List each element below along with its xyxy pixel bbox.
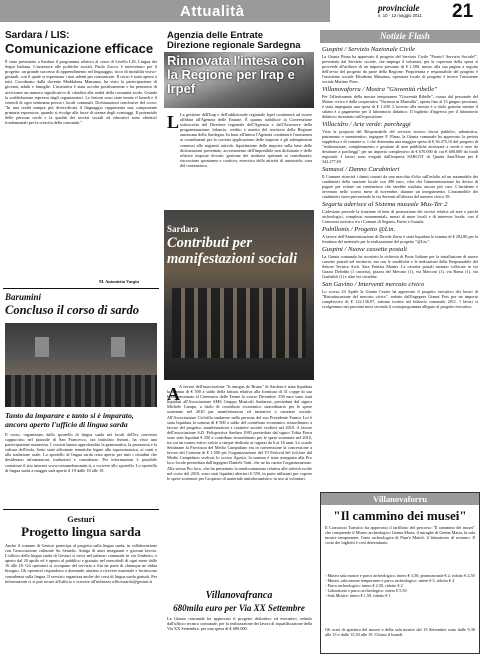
article-signature: M. Antonietta Vargiu	[99, 279, 139, 284]
article-photo	[5, 323, 157, 407]
news-flash-body: Il Comune risarcirà i danni causati da una macchia d'olio sull'asfalto ad un automobile dei carabinieri della stazione locale con 490 euro, cifra che l'amministrazione ha deciso di pagare per evitare un contenzioso che sarebbe risultato ancora più caro. L'incidente è avvenuto nello scorso mese di novembre, durante un inseguimento. L'automobile dei carabinieri stava percorrendo la via Serrenti all'altezza del numero civico 58.	[322, 174, 478, 199]
article-subtitle: Tanto da imparare e tanto si è imparato, ancora aperto l'ufficio di lingua sarda	[5, 411, 134, 429]
box-body: Il Consorzio Turistico ha approvato il tariffario del percorso "Il cammino dei musei" che comprende il Museo archeologico Genna Maria, il nuraghe di Genna Maria, la sala mostre temporanee, l'area archeologica di Pinn'e Maioli, il laboratorio di restauro. Il costo dei biglietti è così determinato:	[325, 525, 475, 546]
article-title: Comunicazione efficace	[5, 41, 154, 56]
news-flash-body: Per l'allestimento della mostra temporanea "Giovenità Ribelle", curata dal personale del Museo civico e dalla cooperativa "Turismo in Marmilla", aperta fino al 15 giugno prossimo, è stata impegnata una spesa di € 1.200. L'accesso alla mostra è a titolo gratuito mentre il sabato è a pagamento per il laboratorio didattico. Il biglietto d'ingresso per il laboratorio didattico incentrato sull'esposizione.	[322, 94, 478, 119]
article-body: È stato presentato a Sardara il programma relativo al corso di Livello LIS, Lingua dei Segni Italiana. L'assessore alle politiche sociali, Paolo Zucca, è intervenuto per il progetto: un grande successo di apprendimento nel linguaggio, ricco di modalità visivo-gestuali, con il quale si esprimono i non udenti per comunicare. Il corso è stato aperto a tutti. Coordinato dalla docente Maddalena Manunza, ha visto la partecipazione di giovani, adulti e famiglie. L'iniziativa è stata accolta positivamente e ha permesso di avvicinare un numero significativo di cittadini alla realtà della comunità sorda. Grande la soddisfazione espressa dagli organizzatori. Le lezioni sono state tenute il lunedì e il venerdì di ogni settimana presso i locali comunali. Dichiarazioni conclusive del corso: "In una realtà sempre più diversificata il linguaggio rappresenta una componente primaria espressiva, quando si rivolge alle fasce di utenza degli svantaggi. Il potenziale delle persone sorde e la qualità dei servizi sociali ed educativi sono obiettivi fondamentali per la crescita della comunità."	[5, 59, 157, 126]
news-flash-body: La Giunta comunale ha accettato la richiesta di Poste Italiane per la installazione di nuove cassette postali nel territorio, ma con le modifiche e le indicazioni della Responsabile del Settore Tecnico Arch. Sara Patrizia Montis. Le cassette postali saranno collocate in via Grazia Deledda (1 cassetta), piazza del Mercato (1), via Marconi (1), via Roma (1), via Garibaldi (1) e altre vie cittadine.	[322, 254, 478, 279]
photo-window	[111, 337, 125, 357]
news-flash-body: A favore dell'Amministrazione di Davide Zurru è stata liquidata la somma di € 292,80 per la fornitura del materiale per la realizzazione del progetto "@Lin.".	[322, 234, 478, 244]
photo-audience	[5, 375, 157, 407]
news-flash-title: Villacidro / Arte verde: parcheggi	[322, 121, 411, 128]
news-flash-item	[322, 86, 478, 119]
article-body: La gestione dell'Irap e dell'addizionale regionale Irpef continuerà ad essere affidata all'Agenzia delle Entrate. È quanto stabilisce la Convenzione sottoscritta dal Direttore regionale dell'Agenzia e dall'Assessore della programmazione, bilancio, credito e assetto del territorio della Regione autonoma della Sardegna. In base all'intesa l'Agenzia continuerà l'assistenza ai contribuenti per la corretta applicazione delle imposte e gli adempimenti connessi alle seguenti attività: liquidazione delle imposte sulla base delle dichiarazioni presentate, accertamento dell'imponibile non dichiarato e delle relative imposte dovute; gestione dei rimborsi spettanti ai contribuenti; riscossione spontanea e coattiva; esercizio della attività di autotutela; cura del contenzioso.	[180, 112, 312, 168]
news-flash-title: San Gavino / Interventi mercato civico	[322, 281, 425, 288]
news-flash-item	[322, 121, 478, 164]
price-line: - Museo, sala mostre temporanee e parco archeologico: intero € 5, ridotto € 4	[325, 578, 455, 583]
article-photo	[164, 52, 314, 108]
article-kicker: Villanovafranca	[205, 590, 273, 601]
issue-date: n. 10 - 13 maggio 2011	[378, 13, 422, 18]
section-tab	[0, 0, 330, 22]
news-flash-body: La Giunta Pinna ha approvato il progetto del Servizio Civile "Pronto? Servizio Sociale!", presentato dal Servizio sociale, che impiega 4 volontari, per la copertura della spesa si provvede all'utilizzo di un importo presunto di € 1.500, messo alla sua pagina a seguito dell'avvio del progetto da parte della Regione. Proprietaria e responsabile del progetto è l'assistente sociale Elisabetta Manunza, operatore locale di progetto è invece l'assistente sociale Martino Piras.	[322, 54, 478, 84]
right-column	[320, 30, 480, 655]
photo-headline: Rinnovata l'intesa con la Regione per Irap e Irpef	[167, 53, 305, 96]
article-kicker: Barumini	[5, 292, 42, 302]
middle-column	[164, 30, 314, 655]
article-body: La Giunta comunale ha approvato il progetto definitivo ed esecutivo, redatto dall'ufficio tecnico comunale, per la realizzazione dei lavori di riqualificazione della Via XX Settembre, per una spesa di € 680.000.	[167, 616, 312, 632]
price-line: - Sala Mostre: intero € 1,50, ridotto € 1	[325, 593, 391, 598]
divider	[3, 288, 159, 289]
news-flash-body: Lo scorso 24 Aprile la Giunta Cesare ha approvato il progetto esecutivo dei lavori di "Ristrutturazione del mercato civico", redatto dall'ingegner Gianni Fois per un importo complessivo di € 122.136,97, somma iscritta nel bilancio comunale 2011. I lavori si svolgeranno nei prossimi mesi secondo il cronoprogramma allegato al progetto esecutivo.	[322, 289, 478, 309]
news-flash-title: Pabillonis / Progetto @Lin.	[322, 226, 396, 233]
photo-headline: Contributi per manifestazioni sociali	[167, 235, 298, 267]
page-header	[0, 0, 482, 24]
box-footer: Gli orari di apertura del museo e della sala mostre dal 15 Settembre sono dalle 9,30 alle 13 e dalle 15,30 alle 19. Chiuso il lunedì.	[325, 627, 475, 638]
news-flash-title: Guspini / Nuove cassette postali	[322, 246, 407, 253]
news-flash-item	[322, 246, 478, 279]
box-kicker-bar	[321, 493, 479, 505]
article-body: Il corso, organizzato dallo sportello di lingua sarda nei locali dell'ex convento cappuccino nel piazzale di San Francesco, ora intitolato lezioni, ha visto una partecipazione numerosa. I corsisti hanno approfondito la grammatica, la pronuncia e la cultura dell'isola. Sono state affrontate tematiche legate alla toponomastica, ai canti e alla tradizione orale. Lo sportello di lingua sarda resta aperto per tutti i cittadini che desiderano informazioni, traduzioni e consulenze. Per informazioni è possibile contattare il sito internet www.comunebarumini.it, o scrivere allo sportello. Lo sportello di lingua sarda a maggio sarà aperto il 19 dalle 18 alle 19.	[5, 432, 157, 473]
agency-name: Agenzia delle Entrate	[167, 30, 264, 41]
section-banner-label: Notizie Flash	[380, 31, 430, 41]
divider	[3, 509, 159, 510]
news-flash-item	[322, 166, 478, 199]
photo-group	[172, 288, 306, 358]
box-kicker: Villanovaforru	[373, 494, 427, 504]
news-flash-title: Samassi / Danno Carabinieri	[322, 166, 400, 173]
section-banner	[320, 30, 480, 43]
article-kicker: Sardara / LIS:	[5, 30, 70, 41]
news-flash-item	[322, 226, 478, 244]
article-photo	[164, 210, 314, 380]
article-body: Anche il comune di Gesturi partecipa al progetto sulla lingua sarda, in collaborazione con l'associazione culturale Su Sentidu. Antiga di anni insegnanti e giovani lavora. L'ufficio della lingua sarda di Gesturi si trova nel palazzo comunale in via Umberto, e aperto dal 20 aprile ed è aperto al pubblico e gratuito nel mercoledì di ogni mese dalle 16 alle 18. Gli operatori si occupano del servizio a fini da parte di chiunque ne abbia bisogno. Gli operatori rispondono a domande, aiutano a ricevere materiale e forniscono consulenza sulla lingua. Il servizio organizza anche dei corsi di lingua sarda gratuiti. Per informazioni ci si può recare all'ufficio o scrivere all'indirizzo ufficiosardo@gesturi.it	[5, 543, 157, 584]
price-list	[325, 573, 475, 625]
article-title: 680mila euro per Via XX Settembre	[173, 603, 305, 613]
news-flash-body: Vista la proposta del Responsabile del servizio tecnico lavori pubblici, urbanistica, patrimonio e manutentivo, ingegner F. Planu, la Giunta comunale ha approvato la perizia suppletiva e di variante n. 1 che determina una maggior spesa di € 36.475,16 del progetto di "realizzazione, completamento e gestione di aree pubbliche attrezzate a verde e aree da destinare a parcheggi" per un importo complessivo di € 670.000 di cui € 600.000 da fondi regionali. I lavori sono eseguiti dall'impresa SARCOT di Quartu Sant'Elena per € 342.277,69.	[322, 129, 478, 164]
news-flash-body: L'adesione prevede la fruizione di beni di promozione dei servizi relativi ad aree e parchi archeologici, complessi monumentali, musei di mine locali e di interesse locale, con il Consorzio turistico fra i Comuni di Segariu, Furtei e Guasila.	[322, 209, 478, 224]
article-title: Progetto lingua sarda	[21, 524, 141, 539]
news-flash-item	[322, 46, 478, 84]
news-flash-title: Villanovaforru / Mostra "Giovenità ribelle"	[322, 86, 437, 93]
price-line: - Laboratorio e parco archeologico: intero € 5,50	[325, 588, 407, 593]
price-line: - Parco archeologico: intero € 2,50, ridotto € 2	[325, 583, 403, 588]
box-title: "Il cammino dei musei"	[333, 508, 467, 523]
photo-kicker: Sardara	[167, 224, 199, 234]
article-title: Concluso il corso di sardo	[5, 303, 140, 317]
agency-subtitle: Direzione regionale Sardegna	[167, 40, 301, 51]
left-column	[3, 30, 159, 655]
article-kicker: Gesturi	[67, 514, 95, 524]
article-body: A favore dell'associazione "Is amigus de Bruno" di Sardara è stata liquidata la somma di € 500 a saldo della fattura relativa alla fornitura di 31 coppe di sua libro presentato al Cineteatro delle Terme lo scorso Dicembre. 350 euro sono stati liquidati all'Associazione SMS Gruppo Musicali Sardaresi, presieduta dal signor Michele Campo, a titolo di contributo economico straordinario per le spese sostenute nel 2010 per manifestazioni ed iniziative a carattere sociale. All'Associazione Ciclofila sardarese nella persona del suo Presidente Franco Loi è stata liquidata la somma di € 500 a saldo del contributo economico straordinario a favore del progetto: manifestazioni a carattere sociale svoltesi nel 2010. A favore dell'associazione S.D. Polisportiva Sardara 1983 presieduta dal signor Tobia Porru sono stati liquidati € 250 a contributo straordinario per le spese sostenute nel 2010, tra cui un torneo estivo calcio a cinque dedicato ai ragazzi da 6 ai 16 anni. Le scuole Settimane la Provincia del Medio Campidano era in convenzione la concessione a favore del Comune di € 1.500 per l'organizzazione del VI Festival del folclore dal Medio Campidano svoltosi lo scorso Agosto, la somma è stata assegnata alla Pro loco locale presieduta dall'ingegner Daniele Tatti, che ne ha curato l'organizzazione. Alla stessa Pro loco, che ha presentato la rendicontazione relativa alle attività svolte nel corso del 2010, sono stati liquidati ulteriori € 550, in parte utilizzati per coprire le spese sostenute per l'acquisto di materiale antinfortunistico in uso ai volontari.	[167, 384, 312, 481]
section-title: Attualità	[180, 3, 245, 20]
drop-cap: A	[167, 384, 180, 404]
publication-logo: provinciale	[378, 3, 420, 13]
highlight-box	[320, 492, 480, 654]
page-number: 21	[452, 1, 474, 22]
news-flash-list	[322, 46, 478, 490]
news-flash-title: Segariu aderisce al Sistema museale Mus-Ter 2	[322, 201, 448, 208]
photo-window	[35, 337, 49, 357]
price-line: - Museo sala mostre e parco archeologico: intero € 3,50; promozionale € 2; ridotto € 2,50	[325, 573, 475, 578]
drop-cap: L	[167, 112, 180, 132]
news-flash-item	[322, 201, 478, 224]
news-flash-title: Guspini / Servizio Nazionale Civile	[322, 46, 416, 53]
news-flash-item	[322, 281, 478, 309]
